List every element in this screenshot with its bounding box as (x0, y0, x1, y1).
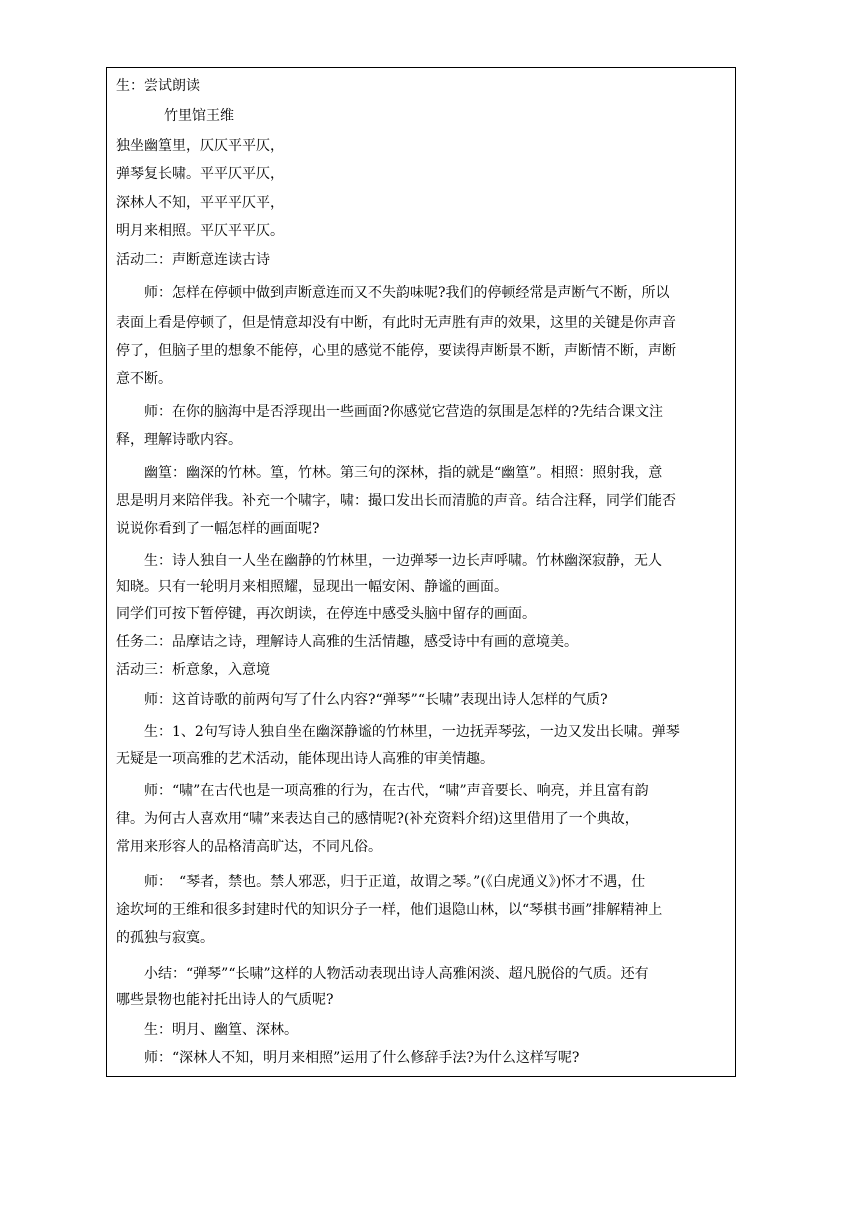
paragraph-line: 说说你看到了一幅怎样的画面呢? (116, 521, 320, 537)
paragraph-line: 意不断。 (116, 371, 172, 387)
paragraph-line: 释，理解诗歌内容。 (116, 432, 242, 448)
paragraph-line: 生：1、2句写诗人独自坐在幽深静谧的竹林里，一边抚弄琴弦，一边又发出长啸。弹琴 (144, 724, 680, 740)
task-heading: 任务二：品摩诘之诗，理解诗人高雅的生活情趣，感受诗中有画的意境美。 (116, 634, 578, 650)
paragraph-line: 师：“深林人不知，明月来相照”运用了什么修辞手法?为什么这样写呢? (144, 1050, 580, 1066)
speaker-line: 生：尝试朗读 (116, 78, 200, 94)
poem-line: 弹琴复长啸。平平仄平仄， (116, 166, 284, 182)
paragraph-line: 师：在你的脑海中是否浮现出一些画面?你感觉它营造的氛围是怎样的?先结合课文注 (144, 404, 664, 420)
paragraph-line: 无疑是一项高雅的艺术活动，能体现出诗人高雅的审美情趣。 (116, 751, 494, 767)
paragraph-line: 途坎坷的王维和很多封建时代的知识分子一样，他们退隐山林，以“琴棋书画”排解精神上 (116, 902, 663, 918)
paragraph-line: 师： “琴者，禁也。禁人邪恶，归于正道，故谓之琴。”(《白虎通义》)怀才不遇，仕 (144, 874, 646, 890)
poem-line: 独坐幽篁里，仄仄平平仄， (116, 138, 284, 154)
activity-heading: 活动三：析意象，入意境 (116, 662, 270, 678)
paragraph-line: 同学们可按下暂停键，再次朗读，在停连中感受头脑中留存的画面。 (116, 606, 536, 622)
summary-line: 小结：“弹琴”“长啸”这样的人物活动表现出诗人高雅闲淡、超凡脱俗的气质。还有 (144, 966, 649, 982)
document-frame (106, 67, 736, 1077)
paragraph-line: 停了，但脑子里的想象不能停，心里的感觉不能停，要读得声断景不断，声断情不断，声断 (116, 343, 676, 359)
paragraph-line: 律。为何古人喜欢用“啸”来表达自己的感情呢?(补充资料介绍)这里借用了一个典故， (116, 811, 639, 827)
paragraph-line: 生：诗人独自一人坐在幽静的竹林里，一边弹琴一边长声呼啸。竹林幽深寂静，无人 (144, 553, 662, 569)
paragraph-line: 师：怎样在停顿中做到声断意连而又不失韵味呢?我们的停顿经常是声断气不断，所以 (144, 285, 670, 301)
paragraph-line: 常用来形容人的品格清高旷达，不同凡俗。 (116, 839, 382, 855)
paragraph-line: 师：这首诗歌的前两句写了什么内容?“弹琴”“长啸”表现出诗人怎样的气质? (144, 692, 608, 708)
paragraph-line: 的孤独与寂寞。 (116, 930, 214, 946)
paragraph-line: 思是明月来陪伴我。补充一个啸字，啸：撮口发出长而清脆的声音。结合注释，同学们能否 (116, 493, 676, 509)
paragraph-line: 幽篁：幽深的竹林。篁，竹林。第三句的深林，指的就是“幽篁”。相照：照射我，意 (144, 465, 663, 481)
paragraph-line: 生：明月、幽篁、深林。 (144, 1022, 298, 1038)
paragraph-line: 师：“啸”在古代也是一项高雅的行为，在古代，“啸”声音要长、响亮，并且富有韵 (144, 783, 649, 799)
paragraph-line: 知晓。只有一轮明月来相照耀，显现出一幅安闲、静谧的画面。 (116, 579, 508, 595)
paragraph-line: 表面上看是停顿了，但是情意却没有中断，有此时无声胜有声的效果，这里的关键是你声音 (116, 315, 676, 331)
poem-line: 明月来相照。平仄平平仄。 (116, 223, 284, 239)
summary-line: 哪些景物也能衬托出诗人的气质呢? (116, 992, 334, 1008)
activity-heading: 活动二：声断意连读古诗 (116, 252, 270, 268)
poem-title: 竹里馆王维 (164, 108, 234, 124)
poem-line: 深林人不知，平平平仄平， (116, 195, 284, 211)
